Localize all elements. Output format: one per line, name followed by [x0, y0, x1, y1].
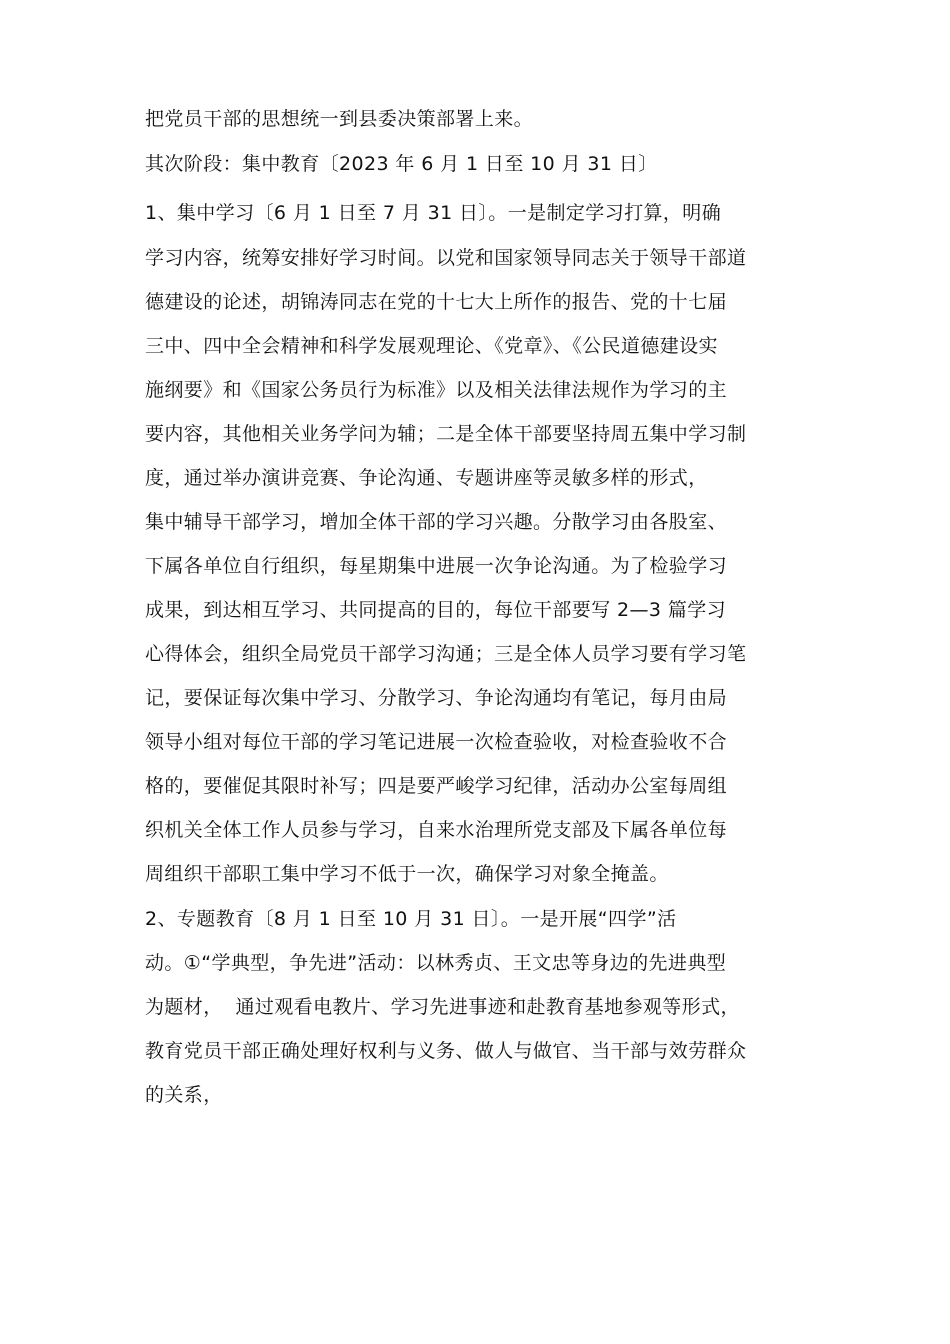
text-line: 教育党员干部正确处理好权利与义务、做人与做官、当干部与效劳群众	[145, 1040, 747, 1062]
text-line: 为题材， 通过观看电教片、学习先进事迹和赴教育基地参观等形式，	[145, 996, 740, 1018]
text-line: 要内容，其他相关业务学问为辅；二是全体干部要坚持周五集中学习制	[145, 423, 747, 445]
text-line: 的关系，	[145, 1084, 223, 1106]
text-line: 学习内容，统筹安排好学习时间。以党和国家领导同志关于领导干部道	[145, 247, 747, 269]
text-line: 下属各单位自行组织，每星期集中进展一次争论沟通。为了检验学习	[145, 555, 728, 577]
text-line: 三中、四中全会精神和科学发展观理论、《党章》、《公民道德建设实	[145, 335, 718, 357]
text-line: 其次阶段：集中教育〔2023 年 6 月 1 日至 10 月 31 日〕	[145, 153, 658, 175]
text-line: 德建设的论述，胡锦涛同志在党的十七大上所作的报告、党的十七届	[145, 291, 728, 313]
text-line: 心得体会，组织全局党员干部学习沟通；三是全体人员学习要有学习笔	[145, 643, 747, 665]
text-line: 1、集中学习〔6 月 1 日至 7 月 31 日〕。一是制定学习打算，明确	[145, 202, 722, 224]
text-line: 记，要保证每次集中学习、分散学习、争论沟通均有笔记，每月由局	[145, 687, 728, 709]
text-line: 把党员干部的思想统一到县委决策部署上来。	[145, 108, 534, 130]
text-line: 度，通过举办演讲竞赛、争论沟通、专题讲座等灵敏多样的形式，	[145, 467, 708, 489]
text-line: 成果，到达相互学习、共同提高的目的，每位干部要写 2—3 篇学习	[145, 599, 727, 621]
text-line: 动。①“学典型，争先进”活动：以林秀贞、王文忠等身边的先进典型	[145, 952, 727, 974]
text-line: 格的，要催促其限时补写；四是要严峻学习纪律，活动办公室每周组	[145, 775, 728, 797]
text-line: 集中辅导干部学习，增加全体干部的学习兴趣。分散学习由各股室、	[145, 511, 728, 533]
text-line: 领导小组对每位干部的学习笔记进展一次检查验收，对检查验收不合	[145, 731, 728, 753]
text-line: 周组织干部职工集中学习不低于一次，确保学习对象全掩盖。	[145, 863, 669, 885]
text-line: 施纲要》和《国家公务员行为标准》以及相关法律法规作为学习的主	[145, 379, 728, 401]
text-line: 2、专题教育〔8 月 1 日至 10 月 31 日〕。一是开展“四学”活	[145, 908, 677, 930]
text-line: 织机关全体工作人员参与学习，自来水治理所党支部及下属各单位每	[145, 819, 728, 841]
